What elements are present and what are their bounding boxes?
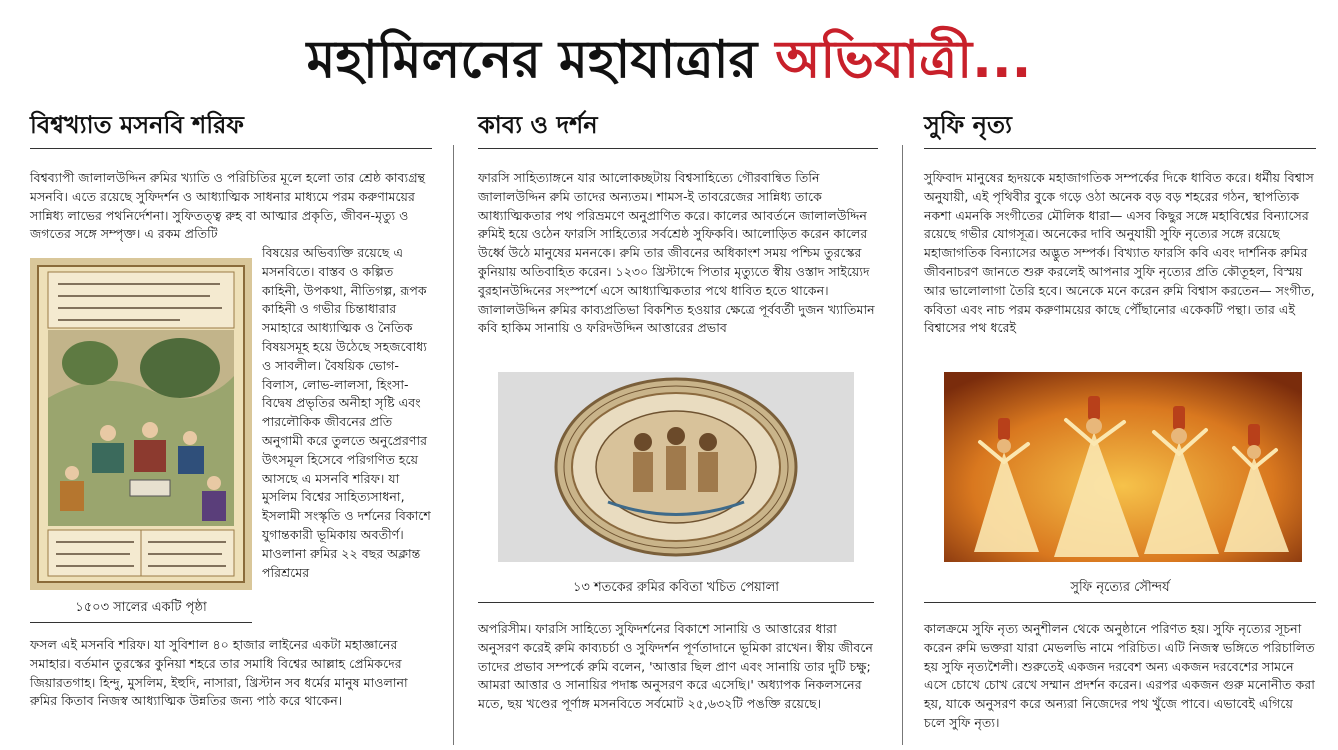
masnavi-intro: বিশ্বব্যাপী জালালউদ্দিন রুমির খ্যাতি ও পরিচিতির মূলে হলো তার শ্রেষ্ঠ কাব্যগ্রন্থ মসনবি। এতে রয়েছে সুফিদর্শন ও আধ্যাত্মিক সাধনার মাধ্যমে পরম করুণাময়ের সান্নিধ্য লাভের পথনির্দেশনা। সুফিতত্ত্ব রুহ বা আত্মার প্রকৃতি, জীবন-মৃত্যু ও জগতের সঙ্গে সম্পৃক্ত। এ রকম প্রতিটি	[30, 170, 426, 242]
headline-red: অভিযাত্রী...	[775, 30, 1032, 90]
sufi-dance-illustration	[944, 372, 1302, 562]
column-divider-1	[453, 145, 454, 745]
column-divider-2	[902, 145, 903, 745]
sufi-dance-image	[944, 372, 1302, 562]
column-poetry	[478, 108, 878, 338]
column-masnavi	[30, 108, 432, 244]
bowl-caption: ১৩ শতকের রুমির কবিতা খচিত পেয়ালা	[478, 578, 874, 603]
masnavi-side-text: বিষয়ের অভিব্যক্তি রয়েছে এ মসনবিতে। বাস্তব ও কল্পিত কাহিনী, উপকথা, নীতিগল্প, রূপক কাহিনী ও গভীর চিন্তাধারার সমাহারে আধ্যাত্মিক ও নৈতিক বিষয়সমূহ হয়ে উঠেছে সহজবোধ্য ও সাবলীল। বৈষয়িক ভোগ-বিলাস, লোভ-লালসা, হিংসা-বিদ্বেষ প্রভৃতির অনীহা সৃষ্টি এবং পারলৌকিক জীবনের প্রতি অনুগামী করে তুলতে অনুপ্রেরণার উৎসমূল হিসেবে পরিগণিত হয়ে আসছে এ মসনবি শরিফ। যা মুসলিম বিশ্বের সাহিত্যসাধনা, ইসলামী সংস্কৃতি ও দর্শনের বিকাশে যুগান্তকারী ভূমিকায় অবতীর্ণ। মাওলানা রুমির ২২ বছর অক্লান্ত পরিশ্রমের	[262, 245, 431, 580]
column-title: বিশ্বখ্যাত মসনবি শরিফ	[30, 108, 432, 149]
bowl-image	[498, 372, 854, 562]
masnavi-bottom-text: ফসল এই মসনবি শরিফ। যা সুবিশাল ৪০ হাজার লাইনের একটা মহাজ্ঞানের সমাহার। বর্তমান তুরস্কের কুনিয়া শহরে তার সমাধি বিশ্বের আল্লাহ প্রেমিকদের জিয়ারতগাহ। হিন্দু, মুসলিম, ইহুদি, নাসারা, খ্রিস্টান সব ধর্মের মানুষ মাওলানা রুমির কিতাব নিজস্ব আধ্যাত্মিক উন্নতির জন্য পাঠ করে থাকেন।	[30, 637, 408, 709]
manuscript-image	[30, 258, 252, 590]
column-title: কাব্য ও দর্শন	[478, 108, 878, 149]
headline-black: মহামিলনের মহাযাত্রার	[306, 30, 776, 90]
sufi-top-text: সুফিবাদ মানুষের হৃদয়কে মহাজাগতিক সম্পর্কের দিকে ধাবিত করে। ধর্মীয় বিশ্বাস অনুযায়ী, এই পৃথিবীর বুকে গড়ে ওঠা অনেক বড় বড় শহরের গঠন, স্থাপত্যিক নকশা এমনকি সংগীতের মৌলিক ধারা— এসব কিছুর সঙ্গে মহাবিশ্বের বিন্যাসের রয়েছে গভীর যোগসূত্র। অনেকের দাবি অনুযায়ী সুফি নৃত্যের সঙ্গে রয়েছে মহাজাগতিক বিন্যাসের অদ্ভুত সম্পর্ক। বিখ্যাত ফারসি কবি এবং দার্শনিক রুমির জীবনাচরণ জানতে শুরু করলেই আপনার সুফি নৃত্যের প্রতি কৌতূহল, বিস্ময় আর ভালোলাগা তৈরি হবে। অনেকে মনে করেন রুমি বিশ্বাস করতেন— সংগীত, কবিতা এবং নাচ পরম করুণাময়ের কাছে পৌঁছানোর একেকটি পন্থা। তার এই বিশ্বাসের পথ ধরেই	[924, 170, 1315, 336]
column-sufi-dance	[924, 108, 1316, 338]
poetry-bottom-text: অপরিসীম। ফারসি সাহিত্যে সুফিদর্শনের বিকাশে সানায়ি ও আত্তারের ধারা অনুসরণ করেই রুমি কাব্যচর্চা ও সুফিদর্শন পূর্ণতাদানে ভূমিকা রাখেন। স্বীয় জীবনে তাদের প্রভাব সম্পর্কে রুমি বলেন, 'আত্তার ছিল প্রাণ এবং সানায়ি তার দুটি চক্ষু; আমরা আত্তার ও সানায়ির পদাঙ্ক অনুসরণ করে এসেছি।' অধ্যাপক নিকলসনের মতে, ছয় খণ্ডের পূর্ণাঙ্গ মসনবিতে সর্বমোট ২৫,৬৩২টি পঙক্তি রয়েছে।	[478, 621, 873, 712]
column-title: সুফি নৃত্য	[924, 108, 1316, 149]
sufi-bottom-text: কালক্রমে সুফি নৃত্য অনুশীলন থেকে অনুষ্ঠানে পরিণত হয়। সুফি নৃত্যের সূচনা করেন রুমি ভক্তরা যারা মেভলভি নামে পরিচিত। এটি নিজস্ব ভঙ্গিতে পরিচালিত হয় সুফি নৃত্যশৈলী। শুরুতেই একজন দরবেশ অন্য একজন দরবেশের সামনে এসে চোখে চোখ রেখে সম্মান প্রদর্শন করেন। এরপর একজন গুরু মনোনীত করা হয়, যাকে অনুসরণ করে অন্যরা নিজেদের পথ খুঁজে পাবে। এভাবেই এগিয়ে চলে সুফি নৃত্য।	[924, 621, 1315, 730]
manuscript-caption: ১৫০৩ সালের একটি পৃষ্ঠা	[30, 598, 252, 623]
bowl-illustration	[498, 372, 854, 562]
manuscript-illustration	[30, 258, 252, 590]
poetry-top-text: ফারসি সাহিত্যাঙ্গনে যার আলোকচ্ছটায় বিশ্বসাহিত্যে গৌরবান্বিত তিনি জালালউদ্দিন রুমি তাদের অন্যতম। শামস-ই তাবরেজের সান্নিধ্য তাকে আধ্যাত্মিকতার পথ পরিভ্রমণে অনুপ্রাণিত করে। কালের আবর্তনে জালালউদ্দিন রুমিই হয়ে ওঠেন ফারসি সাহিত্যের সর্বশ্রেষ্ঠ সুফিকবি। আলোড়িত করেন কালের উর্ধ্বে উঠে মানুষের মননকে। রুমি তার জীবনের অধিকাংশ সময় পশ্চিম তুরস্কের কুনিয়ায় অতিবাহিত করেন। ১২৩০ খ্রিস্টাব্দে পিতার মৃত্যুতে স্বীয় ওস্তাদ সাইয়্যেদ বুরহানউদ্দিনের সংস্পর্শে এসে আধ্যাত্মিকতার পথে ধাবিত হতে থাকেন। জালালউদ্দিন রুমির কাব্যপ্রতিভা বিকশিত হওয়ার ক্ষেত্রে পূর্ববর্তী দুজন খ্যাতিমান কবি হাকিম সানায়ি ও ফরিদউদ্দিন আত্তারের প্রভাব	[478, 170, 875, 336]
sufi-dance-caption: সুফি নৃত্যের সৌন্দর্য	[924, 578, 1316, 603]
headline	[0, 28, 1338, 92]
